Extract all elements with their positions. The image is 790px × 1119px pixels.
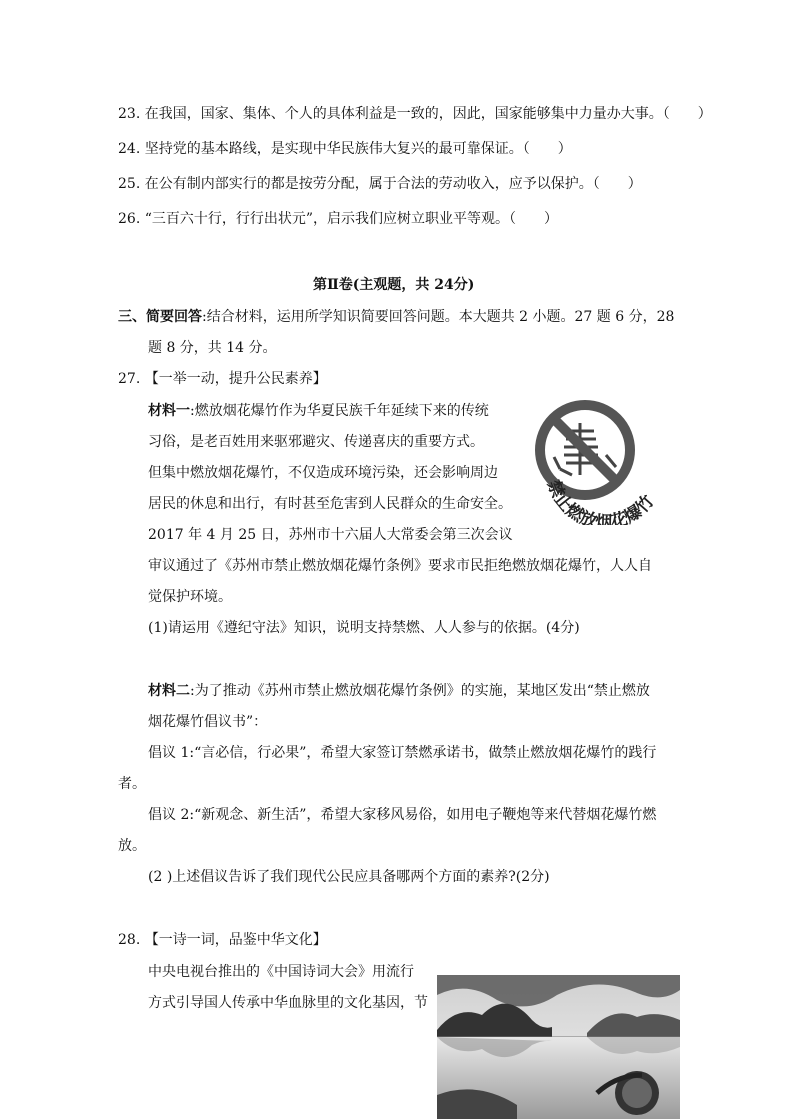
section-title: 第Ⅱ卷(主观题，共 24分): [313, 277, 475, 293]
material1-text: :燃放烟花爆竹作为华夏民族千年延续下来的传统: [190, 403, 489, 419]
material2-text: :为了推动《苏州市禁止燃放烟花爆竹条例》的实施，某地区发出“禁止燃放: [190, 683, 650, 699]
section3-heading-label: 三、简要回答: [118, 309, 202, 325]
q28-line1: 中央电视台推出的《中国诗词大会》用流行: [148, 964, 414, 980]
material2-label: 材料二: [148, 683, 190, 699]
question-26: 26. “三百六十行，行行出状元”，启示我们应树立职业平等观。（ ）: [118, 211, 559, 227]
proposal1-line2: 者。: [118, 776, 146, 792]
q27-subquestion-1: (1)请运用《遵纪守法》知识，说明支持禁燃、人人参与的依据。(4分): [148, 620, 580, 636]
material2-line1: [148, 681, 650, 701]
section3-heading-text: :结合材料，运用所学知识简要回答问题。本大题共 2 小题。27 题 6 分，28: [202, 309, 675, 325]
material1-line6: 审议通过了《苏州市禁止燃放烟花爆竹条例》要求市民拒绝燃放烟花爆竹，人人自: [148, 558, 652, 574]
material1-line5: 2017 年 4 月 25 日，苏州市十六届人大常委会第三次会议: [148, 527, 513, 543]
poetry-show-image: [437, 975, 680, 1119]
section3-heading-cont: 题 8 分，共 14 分。: [148, 340, 277, 356]
material1-line1: [148, 401, 489, 421]
question-25: 25. 在公有制内部实行的都是按劳分配，属于合法的劳动收入，应予以保护。（ ）: [118, 176, 642, 192]
ink-landscape-icon: [437, 975, 680, 1119]
material2-line2: 烟花爆竹倡议书”：: [148, 714, 268, 730]
material1-line2: 习俗，是老百姓用来驱邪避灾、传递喜庆的重要方式。: [148, 434, 484, 450]
svg-text:禁止燃放烟花爆竹: [543, 477, 659, 525]
no-firecrackers-icon: [520, 395, 680, 525]
material1-label: 材料一: [148, 403, 190, 419]
proposal2-line2: 放。: [118, 838, 146, 854]
proposal1-line1: 倡议 1:“言必信，行必果”，希望大家签订禁燃承诺书，做禁止燃放烟花爆竹的践行: [148, 745, 657, 761]
q27-title: 27. 【一举一动，提升公民素养】: [118, 371, 327, 387]
material1-line7: 觉保护环境。: [148, 589, 232, 605]
question-24: 24. 坚持党的基本路线，是实现中华民族伟大复兴的最可靠保证。（ ）: [118, 141, 572, 157]
section3-heading: [118, 307, 674, 327]
q27-subquestion-2: (2 )上述倡议告诉了我们现代公民应具备哪两个方面的素养?(2分): [148, 869, 550, 885]
no-firecrackers-sign: [520, 395, 680, 525]
q28-line2: 方式引导国人传承中华血脉里的文化基因，节: [148, 995, 428, 1011]
sign-label: 禁止燃放烟花爆竹: [542, 477, 659, 525]
proposal2-line1: 倡议 2:“新观念、新生活”，希望大家移风易俗，如用电子鞭炮等来代替烟花爆竹燃: [148, 807, 657, 823]
material1-line4: 居民的休息和出行，有时甚至危害到人民群众的生命安全。: [148, 496, 512, 512]
q28-title: 28. 【一诗一词，品鉴中华文化】: [118, 932, 327, 948]
material1-line3: 但集中燃放烟花爆竹，不仅造成环境污染，还会影响周边: [148, 465, 498, 481]
question-23: 23. 在我国，国家、集体、个人的具体利益是一致的，因此，国家能够集中力量办大事。（ ）: [118, 106, 712, 122]
